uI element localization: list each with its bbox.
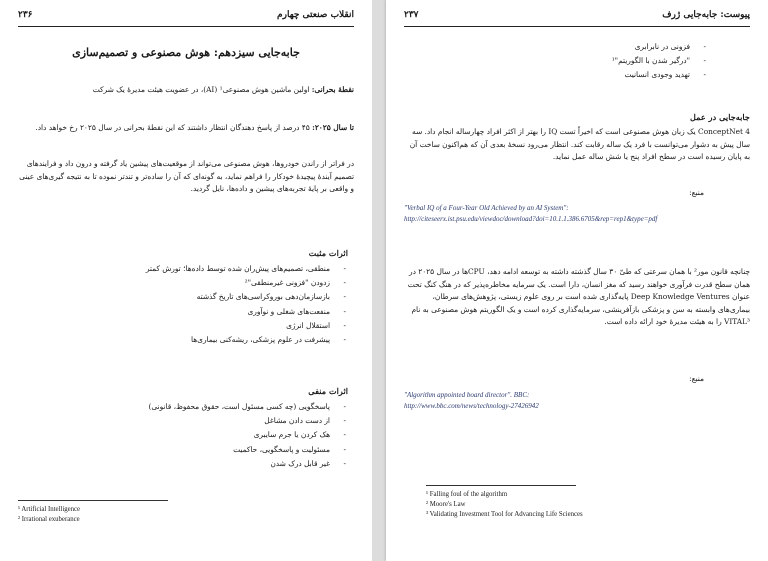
list-item: - بازسازمان‌دهی بوروکراسی‌های تاریخ گذشته (18, 290, 348, 304)
source-citation (404, 390, 750, 412)
tipping-point (18, 84, 354, 97)
footnote: ² Irrational exuberance (18, 516, 80, 523)
right-page-header (404, 10, 750, 27)
source-citation (404, 203, 750, 225)
page-number: ۲۳۷ (404, 10, 419, 20)
source-label: منبع: (689, 374, 704, 383)
year-prediction (18, 122, 354, 135)
tipping-point-text: اولین ماشین هوش مصنوعی¹ (AI)، در عضویت هیئت مدیرهٔ یک شرکت (92, 85, 310, 94)
left-footnotes (18, 505, 80, 525)
source-link[interactable]: http://citeseerx.ist.psu.edu/viewdoc/download?doi=10.1.1.386.6705&rep=rep1&type=pdf (404, 215, 658, 223)
list-item: - منفعت‌های شغلی و نوآوری (18, 305, 348, 319)
list-item: - استقلال انرژی (18, 319, 348, 333)
intro-paragraph: در فراتر از راندن خودروها، هوش مصنوعی می‌تواند از موقعیت‌های پیشین یاد گرفته و درون داد و فرایندهای تصمیم آیندهٔ پیچیدهٔ خودکار را فراهم نماید، به گونه‌ای که آن را ساده‌تر و تندتر نموده تا به نتیجه گیری‌های عینی و واقعی بر پایهٔ تجربه‌های پیشین و داده‌ها، نایل گردید. (19, 159, 354, 193)
negative-heading: اثرات منفی (308, 386, 348, 396)
moore-paragraph: چنانچه قانون مور² با همان سرعتی که طیّ ۳۰ سال گذشته داشته به توسعه ادامه دهد، CPUها در سال ۲۰۲۵ در همان سطح قدرت فرآوری خواهند رسید که مغز انسان، دارا است. یک سرمایه مخاطره‌پذیر که در هنگ کنگ تحت عنوان Deep Knowledge Ventures پایه‌گذاری شده است بر روی علوم زیستی، پژوهش‌های سرطان، بیماری‌های وابسته به سن و پزشکی بازآفرینشی، سرمایه‌گذاری کرده است و یک الگوریتم هوش مصنوعی به نام VITAL³ را به هیئت مدیرهٔ خود ارائه داده است. (407, 267, 750, 326)
list-item: - هک کردن یا جرم سایبری (18, 428, 348, 442)
left-page-header (18, 10, 354, 27)
list-item: - از دست دادن مشاغل (18, 414, 348, 428)
page-number: ۲۳۶ (18, 10, 33, 20)
practice-paragraph: ConceptNet 4 یک زبان هوش مصنوعی است که اخیراً تست IQ را بهتر از اکثر افراد چهارساله انجام داد. سه سال پیش به دشوار می‌توانست با فرد یک ساله رقابت کند. انتظار می‌رود نسخهٔ بعدی آن که هم‌اکنون ساخت آن به پایان رسیده است در سطح افراد پنج یا شش ساله عمل نماید. (409, 127, 750, 161)
chapter-title: جابه‌جایی سیزدهم: هوش مصنوعی و تصمیم‌سازی (72, 46, 300, 59)
source-label: منبع: (689, 188, 704, 197)
footnote-rule (18, 500, 168, 501)
positive-list (18, 262, 348, 347)
year-text: ۴۵ درصد از پاسخ دهندگان انتظار داشتند که این نقطهٔ بحرانی در سال ۲۰۲۵ رخ خواهد داد. (35, 123, 310, 132)
list-item: - تهدید وجودی انسانیت (404, 68, 708, 82)
right-page (386, 0, 768, 561)
list-item: - زدودن "فزونی غیرمنطقی"² (18, 276, 348, 290)
year-label: تا سال ۲۰۲۵: (312, 123, 354, 132)
list-item: - "درگیر شدن با الگوریتم"¹ (404, 54, 708, 68)
positive-heading: اثرات مثبت (308, 248, 348, 258)
book-gutter (372, 0, 386, 561)
list-item: - مسئولیت و پاسخگویی، حاکمیت (18, 443, 348, 457)
running-title: پیوست: جابه‌جایی ژرف (662, 10, 750, 20)
continued-negative-list (404, 40, 708, 83)
footnote: ³ Validating Investment Tool for Advancing Life Sciences (426, 511, 583, 518)
list-item: - منطقی، تصمیم‌های پیش‌ران شده توسط داده‌ها؛ تورش کمتر (18, 262, 348, 276)
footnote: ² Moore's Law (426, 501, 466, 508)
footnote: ¹ Artificial Intelligence (18, 506, 81, 513)
list-item: - غیر قابل درک شدن (18, 457, 348, 471)
running-title: انقلاب صنعتی چهارم (277, 10, 354, 20)
practice-heading: جابه‌جایی در عمل (689, 112, 750, 122)
source-title: "Algorithm appointed board director". BBC: (404, 391, 530, 399)
negative-list (18, 400, 348, 471)
footnote-rule (426, 485, 576, 486)
list-item: - فزونی در نابرابری (404, 40, 708, 54)
source-title: "Verbal IQ of a Four-Year Old Achieved by an AI System": (404, 204, 569, 212)
right-footnotes (426, 490, 583, 520)
left-page (0, 0, 372, 561)
source-link[interactable]: http://www.bbc.com/news/technology-27426942 (404, 402, 539, 410)
list-item: - پاسخگویی (چه کسی مسئول است، حقوق محفوظ، قانونی) (18, 400, 348, 414)
footnote: ¹ Falling foul of the algorithm (426, 491, 508, 498)
tipping-point-label: نقطهٔ بحرانی: (311, 85, 354, 94)
list-item: - پیشرفت در علوم پزشکی، ریشه‌کنی بیماری‌ها (18, 333, 348, 347)
